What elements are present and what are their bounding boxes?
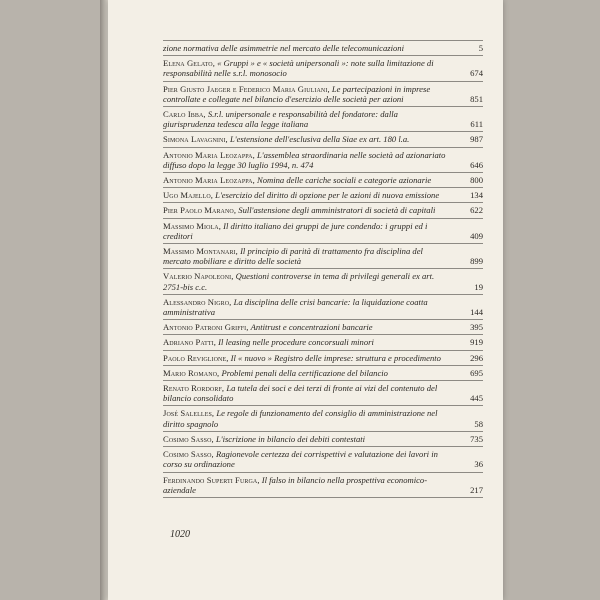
toc-title: La tutela dei soci e dei terzi di fronte ai vizi del contenuto del bilancio consolidato: [163, 383, 438, 404]
toc-entry-text: [163, 43, 483, 53]
toc-entry-text: [163, 109, 483, 129]
toc-title: Ragionevole certezza dei corrispettivi e valutazione dei lavori in corso su ordinazione: [163, 449, 438, 470]
toc-entry: [163, 406, 483, 431]
toc-author: Cosimo Sasso,: [163, 449, 214, 460]
toc-title: L'estensione dell'esclusiva della Siae ex art. 180 l.a.: [229, 134, 410, 145]
toc-entry: [163, 41, 483, 56]
toc-page-number: 611: [470, 119, 483, 130]
toc-title: Il leasing nelle procedure concorsuali minori: [218, 337, 374, 348]
toc-entry: [163, 432, 483, 447]
toc-entry: [163, 473, 483, 498]
toc-entry: [163, 107, 483, 132]
toc-entry-text: [163, 190, 483, 200]
toc-entry-text: [163, 322, 483, 332]
toc-page-number: 987: [470, 134, 483, 145]
toc-title: Le regole di funzionamento del consiglio di amministrazione nel diritto spagnolo: [163, 408, 438, 429]
toc-page-number: 5: [478, 43, 483, 53]
page-number: 1020: [170, 529, 190, 540]
toc-entry: [163, 335, 483, 350]
toc-entry: [163, 148, 483, 173]
toc-entry-text: [163, 449, 483, 469]
table-of-contents: [163, 40, 483, 498]
toc-entry-text: [163, 434, 483, 444]
toc-page-number: 919: [470, 337, 483, 348]
toc-page-number: 674: [470, 68, 483, 79]
toc-author: Renato Rordorf,: [163, 383, 225, 394]
toc-page-number: 144: [470, 307, 483, 318]
toc-entry-text: [163, 58, 483, 78]
toc-entry: [163, 447, 483, 472]
toc-entry: [163, 173, 483, 188]
toc-page-number: 851: [470, 93, 483, 104]
toc-page-number: 134: [470, 190, 483, 201]
toc-author: Ferdinando Superti Furga,: [163, 474, 260, 485]
toc-author: Antonio Maria Leozappa,: [163, 149, 255, 160]
toc-entry-text: [163, 246, 483, 266]
toc-author: Cosimo Sasso,: [163, 433, 214, 444]
toc-author: Massimo Miola,: [163, 220, 221, 231]
toc-entry: [163, 381, 483, 406]
toc-title: L'iscrizione in bilancio dei debiti contestati: [215, 433, 366, 444]
toc-title: L'assemblea straordinaria nelle società ad azionariato diffuso dopo la legge 30 luglio 1994, n. 474: [163, 149, 446, 170]
toc-page-number: 409: [470, 230, 483, 241]
toc-entry: [163, 82, 483, 107]
toc-title: Le partecipazioni in imprese controllate e collegate nel bilancio d'esercizio delle società per azioni: [163, 83, 431, 104]
toc-entry: [163, 132, 483, 147]
toc-page-number: 899: [470, 256, 483, 267]
toc-entry-text: [163, 475, 483, 495]
toc-entry-text: [163, 175, 483, 185]
toc-page-number: 445: [470, 393, 483, 404]
toc-entry-text: [163, 337, 483, 347]
toc-entry-text: [163, 150, 483, 170]
toc-page-number: 58: [474, 418, 483, 429]
toc-author: Antonio Maria Leozappa,: [163, 175, 255, 186]
toc-entry-text: [163, 297, 483, 317]
toc-title: Questioni controverse in tema di privilegi generali ex art. 2751-bis c.c.: [163, 271, 435, 292]
toc-author: Paolo Reviglione,: [163, 352, 229, 363]
toc-entry: [163, 320, 483, 335]
toc-author: Adriano Patti,: [163, 337, 217, 348]
toc-entry-text: [163, 205, 483, 215]
toc-entry: [163, 203, 483, 218]
toc-page-number: 395: [470, 322, 483, 333]
toc-author: Simona Lavagnini,: [163, 134, 228, 145]
toc-author: Pier Giusto Jaeger e Federico Maria Giuliani,: [163, 83, 330, 94]
toc-author: Pier Paolo Marano,: [163, 205, 237, 216]
toc-title: Sull'astensione degli amministratori di società di capitali: [238, 205, 436, 216]
toc-title: S.r.l. unipersonale e responsabilità del fondatore: dalla giurisprudenza tedesca alla legge italiana: [163, 109, 398, 130]
toc-page-number: 217: [470, 484, 483, 495]
toc-author: Ugo Majello,: [163, 190, 214, 201]
toc-author: Carlo Ibba,: [163, 109, 206, 120]
toc-author: José Salelles,: [163, 408, 215, 419]
toc-entry: [163, 56, 483, 81]
toc-entry-text: [163, 408, 483, 428]
toc-title: Nomina delle cariche sociali e categorie azionarie: [257, 175, 432, 186]
toc-entry: [163, 188, 483, 203]
toc-author: Mario Romano,: [163, 367, 220, 378]
toc-title: La disciplina delle crisi bancarie: la liquidazione coatta amministrativa: [163, 296, 428, 318]
toc-entry: [163, 366, 483, 381]
toc-entry: [163, 244, 483, 269]
toc-entry-text: [163, 353, 483, 363]
toc-entry-text: [163, 221, 483, 241]
toc-title: Problemi penali della certificazione del bilancio: [221, 367, 388, 378]
toc-page-number: 695: [470, 367, 483, 378]
toc-title: « Gruppi » e « società unipersonali »: note sulla limitazione di responsabilità nelle s.r.l. monosocio: [163, 58, 434, 79]
toc-title: Il diritto italiano dei gruppi de jure condendo: i gruppi ed i creditori: [163, 220, 428, 241]
toc-page-number: 19: [474, 281, 483, 292]
toc-entry-text: [163, 84, 483, 104]
toc-entry: [163, 269, 483, 294]
toc-title: Il falso in bilancio nella prospettiva economico-aziendale: [163, 474, 428, 495]
toc-entry: [163, 295, 483, 320]
toc-title: Antitrust e concentrazioni bancarie: [250, 322, 373, 333]
toc-title: zione normativa delle asimmetrie nel mercato delle telecomunicazioni: [163, 43, 404, 53]
toc-author: Valerio Napoleoni,: [163, 271, 234, 282]
toc-title: Il principio di parità di trattamento fra disciplina del mercato mobiliare e diritto delle società: [163, 246, 423, 267]
toc-title: Il « nuovo » Registro delle imprese: struttura e procedimento: [230, 352, 441, 363]
toc-page-number: 296: [470, 352, 483, 363]
toc-page-number: 646: [470, 159, 483, 170]
toc-author: Massimo Montanari,: [163, 246, 238, 257]
toc-entry-text: [163, 134, 483, 144]
toc-author: Elena Gelato,: [163, 58, 215, 69]
toc-page-number: 36: [474, 459, 483, 470]
toc-entry-text: [163, 368, 483, 378]
toc-page-number: 622: [470, 205, 483, 216]
toc-title: L'esercizio del diritto di opzione per le azioni di nuova emissione: [215, 190, 440, 201]
toc-author: Antonio Patroni Griffi,: [163, 322, 249, 333]
toc-entry: [163, 219, 483, 244]
book-gutter-shadow: [100, 0, 108, 600]
toc-entry-text: [163, 271, 483, 291]
toc-page-number: 735: [470, 433, 483, 444]
toc-page-number: 800: [470, 175, 483, 186]
toc-entry-text: [163, 383, 483, 403]
toc-author: Alessandro Nigro,: [163, 296, 232, 307]
toc-entry: [163, 351, 483, 366]
